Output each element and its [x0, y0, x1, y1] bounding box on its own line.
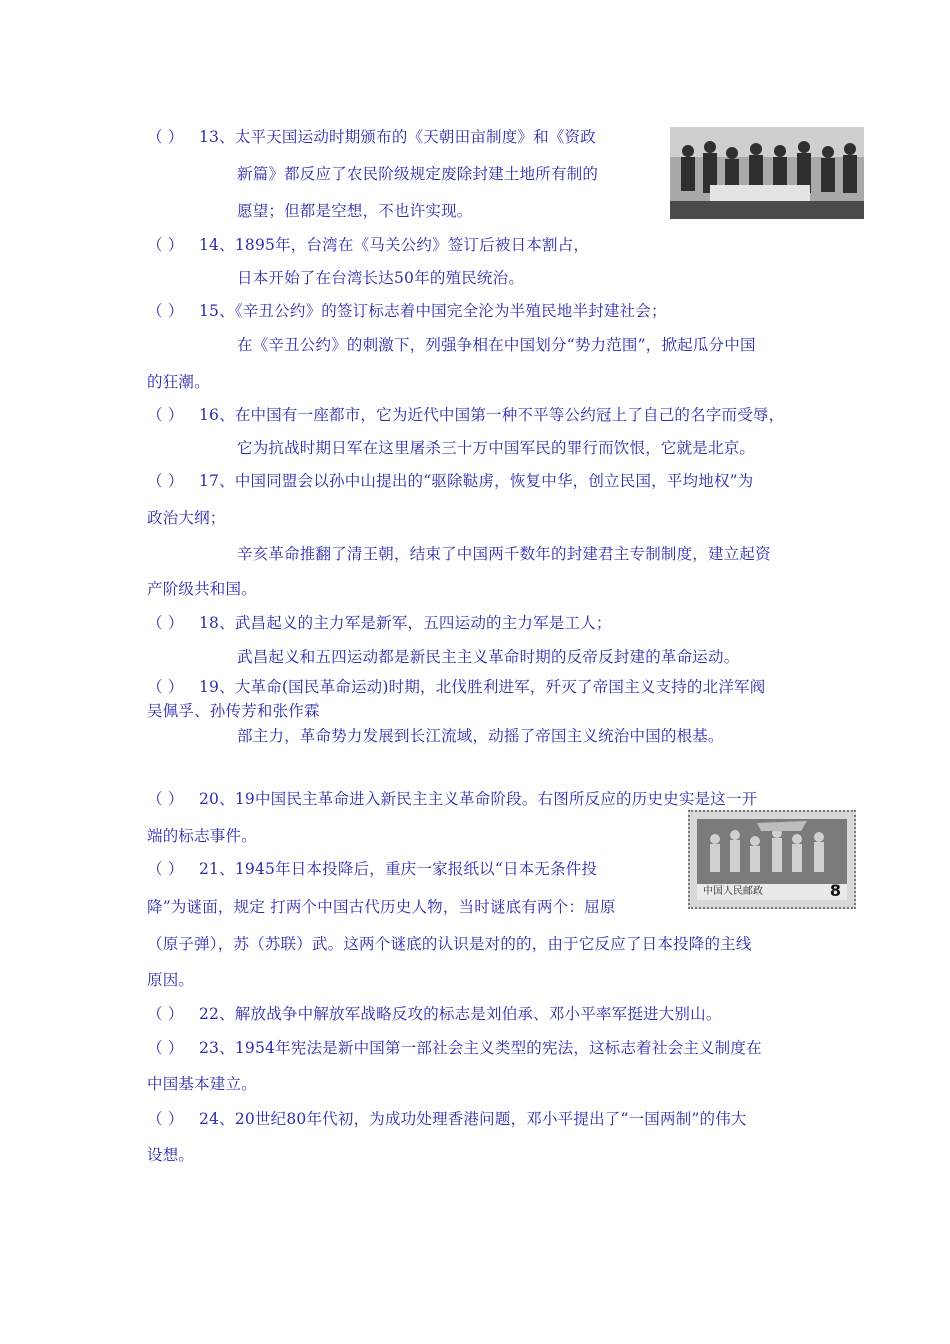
commemorative-stamp: [688, 810, 856, 909]
question-21-line-3: （原子弹），苏（苏联）武。这两个谜底的认识是对的的，由于它反应了日本投降的主线: [147, 935, 752, 953]
answer-blank[interactable]: （ ）: [147, 614, 184, 632]
question-number: 18、: [199, 614, 235, 632]
question-18: [147, 612, 612, 634]
question-number: 20、: [199, 790, 235, 808]
question-17-line-3: 辛亥革命推翻了清王朝，结束了中国两千数年的封建君主专制制度，建立起资: [237, 545, 771, 563]
question-15-line-2: 在《辛丑公约》的刺激下，列强争相在中国划分“势力范围”，掀起瓜分中国: [237, 336, 756, 354]
question-text: 太平天国运动时期颁布的《天朝田亩制度》和《资政: [234, 128, 596, 146]
answer-blank[interactable]: （ ）: [147, 790, 184, 808]
question-number: 14、: [199, 236, 235, 254]
question-20: [147, 788, 757, 810]
treaty-signing-photo: [670, 127, 864, 219]
question-17-line-2: 政治大纲；: [147, 509, 226, 527]
question-text: 20世纪80年代初，为成功处理香港问题，邓小平提出了“一国两制”的伟大: [234, 1110, 747, 1128]
question-text: 大革命(国民革命运动)时期，北伐胜利进军，歼灭了帝国主义支持的北洋军阀: [234, 678, 766, 696]
question-21-line-2: 降”为谜面，规定 打两个中国古代历史人物，当时谜底有两个：屈原: [147, 898, 616, 916]
answer-blank[interactable]: （ ）: [147, 128, 184, 146]
question-text: 1954年宪法是新中国第一部社会主义类型的宪法，这标志着社会主义制度在: [234, 1039, 762, 1057]
question-20-line-2: 端的标志事件。: [147, 827, 257, 845]
question-text: 1945年日本投降后，重庆一家报纸以“日本无条件投: [234, 860, 598, 878]
question-number: 16、: [199, 406, 235, 424]
question-19-line-2: 吴佩孚、孙传芳和张作霖: [147, 702, 320, 720]
question-23: [147, 1037, 762, 1059]
answer-blank[interactable]: （ ）: [147, 406, 184, 424]
question-text: 中国同盟会以孙中山提出的“驱除鞑虏，恢复中华，创立民国，平均地权”为: [234, 472, 754, 490]
question-13: [147, 126, 596, 148]
question-16-line-2: 它为抗战时期日军在这里屠杀三十万中国军民的罪行而饮恨，它就是北京。: [237, 439, 756, 457]
question-19-line-3: 部主力，革命势力发展到长江流域，动摇了帝国主义统治中国的根基。: [237, 727, 724, 745]
question-19: [147, 676, 765, 698]
question-number: 24、: [199, 1110, 235, 1128]
question-number: 21、: [199, 860, 235, 878]
question-text: 武昌起义的主力军是新军，五四运动的主力军是工人；: [234, 614, 612, 632]
question-13-line-3: 愿望；但都是空想，不也许实现。: [237, 202, 473, 220]
question-24: [147, 1108, 747, 1130]
answer-blank[interactable]: （ ）: [147, 302, 184, 320]
question-text: 在中国有一座都市，它为近代中国第一种不平等公约冠上了自己的名字而受辱，: [234, 406, 785, 424]
question-17: [147, 470, 753, 492]
answer-blank[interactable]: （ ）: [147, 236, 184, 254]
stamp-image: [697, 819, 847, 900]
question-14: [147, 234, 589, 256]
question-text: 解放战争中解放军战略反攻的标志是刘伯承、邓小平率军挺进大别山。: [234, 1005, 722, 1023]
stamp-face-value: 8: [829, 881, 841, 900]
answer-blank[interactable]: （ ）: [147, 1110, 184, 1128]
question-18-line-2: 武昌起义和五四运动都是新民主主义革命时期的反帝反封建的革命运动。: [237, 648, 740, 666]
question-number: 19、: [199, 678, 235, 696]
answer-blank[interactable]: （ ）: [147, 1005, 184, 1023]
answer-blank[interactable]: （ ）: [147, 860, 184, 878]
question-number: 22、: [199, 1005, 235, 1023]
question-text: 1895年，台湾在《马关公约》签订后被日本割占，: [234, 236, 590, 254]
question-text: 《辛丑公约》的签订标志着中国完全沦为半殖民地半封建社会；: [234, 302, 667, 320]
question-text: 19中国民主革命进入新民主主义革命阶段。右图所反应的历史史实是这一开: [234, 790, 758, 808]
question-number: 23、: [199, 1039, 235, 1057]
question-21-line-4: 原因。: [147, 971, 195, 989]
question-13-line-2: 新篇》都反应了农民阶级规定废除封建土地所有制的: [237, 165, 599, 183]
answer-blank[interactable]: （ ）: [147, 1039, 184, 1057]
question-14-line-2: 日本开始了在台湾长达50年的殖民统治。: [237, 269, 525, 287]
question-22: [147, 1003, 722, 1025]
question-15: [147, 300, 667, 322]
question-24-line-2: 设想。: [147, 1146, 195, 1164]
answer-blank[interactable]: （ ）: [147, 678, 184, 696]
treaty-signing-illustration: [670, 127, 864, 219]
question-17-line-4: 产阶级共和国。: [147, 580, 257, 598]
stamp-caption: 中国人民邮政: [697, 884, 847, 900]
answer-blank[interactable]: （ ）: [147, 472, 184, 490]
question-number: 13、: [199, 128, 235, 146]
question-16: [147, 404, 784, 426]
question-number: 17、: [199, 472, 235, 490]
question-number: 15、: [199, 302, 235, 320]
stamp-relief-illustration: [697, 819, 847, 884]
question-15-line-3: 的狂潮。: [147, 373, 210, 391]
question-23-line-2: 中国基本建立。: [147, 1075, 257, 1093]
question-21: [147, 858, 597, 880]
